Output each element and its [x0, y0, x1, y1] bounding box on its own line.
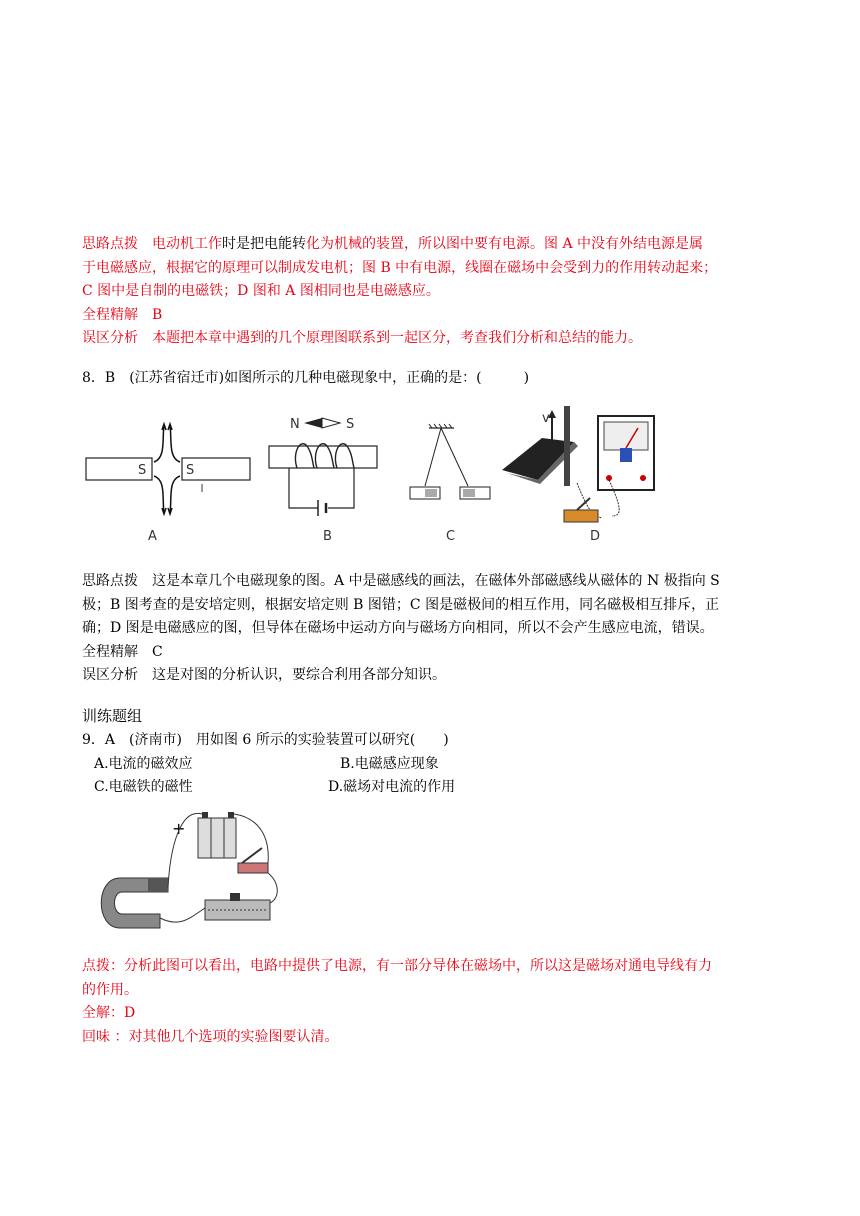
rail-icon [205, 893, 270, 920]
q8-figure [82, 398, 682, 548]
figure-a-magnets [86, 424, 250, 514]
option-c: C.电磁铁的磁性 [94, 779, 193, 795]
error-analysis-line: 误区分析 这是对图的分析认识，要综合利用各部分知识。 [82, 667, 446, 683]
answer-line: 全解：D [82, 1005, 136, 1021]
review-line: 回味 ：对其他几个选项的实验图要认清。 [82, 1028, 339, 1045]
figure-c-pendulum [410, 424, 490, 499]
analysis-text: 思路点拨 电动机工作 [82, 236, 222, 252]
answer-line: 全程精解 B [82, 306, 163, 323]
answer-line: 全程精解 C [82, 643, 163, 660]
question-9-analysis [82, 955, 772, 1049]
figure-d-induction [502, 406, 654, 522]
figure-label-c: C [446, 529, 456, 544]
option-d: D.磁场对电流的作用 [328, 779, 456, 795]
hint-line: 点拨：分析此图可以看出，电路中提供了电源，有一部分导体在磁场中，所以这是磁场对通电导线有力 [82, 958, 712, 974]
pole-label-s: S [346, 417, 355, 432]
figure-label-d: D [590, 529, 601, 544]
analysis-line: 于电磁感应，根据它的原理可以制成发电机；图 B 中有电源，线圈在磁场中会受到力的作用转动起来； [82, 259, 718, 276]
hint-line: 的作用。 [82, 981, 138, 998]
analysis-line [82, 233, 772, 257]
analysis-line: 确；D 图是电磁感应的图，但导体在磁场中运动方向与磁场方向相同，所以不会产生感应电流，错误。 [82, 620, 714, 636]
figure-label-b: B [323, 529, 332, 544]
analysis-text: 时是把电能转 [222, 236, 306, 252]
figure-b-solenoid [269, 417, 377, 516]
analysis-line: 思路点拨 这是本章几个电磁现象的图。A 中是磁感线的画法，在磁体外部磁感线从磁体的 N 极指向 S [82, 573, 720, 589]
error-analysis-line: 误区分析 本题把本章中遇到的几个原理图联系到一起区分，考查我们分析和总结的能力。 [82, 330, 642, 346]
section-title: 训练题组 [82, 707, 143, 725]
battery-icon [198, 812, 236, 858]
analysis-line: 极；B 图考查的是安培定则，根据安培定则 B 图错；C 图是磁极间的相互作用，同名磁极相互排斥，正 [82, 596, 720, 613]
horseshoe-magnet-icon [101, 878, 168, 928]
magnet-pole-label: S [186, 463, 195, 478]
q9-figure [90, 808, 290, 948]
switch-icon [238, 848, 268, 873]
pole-label-n: N [290, 417, 300, 432]
question-8-analysis [82, 570, 772, 688]
analysis-block-7 [82, 233, 772, 351]
option-b: B.电磁感应现象 [340, 756, 439, 772]
velocity-label: v [542, 411, 550, 426]
question-8-stem [82, 367, 772, 391]
question-9-stem [82, 729, 772, 753]
analysis-line: C 图中是自制的电磁铁；D 图和 A 图相同也是电磁感应。 [82, 283, 440, 299]
option-a: A.电流的磁效应 [94, 756, 193, 772]
figure-label-a: A [148, 529, 157, 544]
analysis-text: 化为机械的装置，所以图中要有电源。图 A 中没有外结电源是属 [306, 236, 704, 252]
plus-sign: + [172, 819, 186, 838]
question-text: 8．B (江苏省宿迁市)如图所示的几种电磁现象中，正确的是：( ) [82, 370, 530, 386]
magnet-pole-label: S [138, 463, 147, 478]
question-text: 9．A (济南市) 用如图 6 所示的实验装置可以研究( ) [82, 732, 449, 748]
